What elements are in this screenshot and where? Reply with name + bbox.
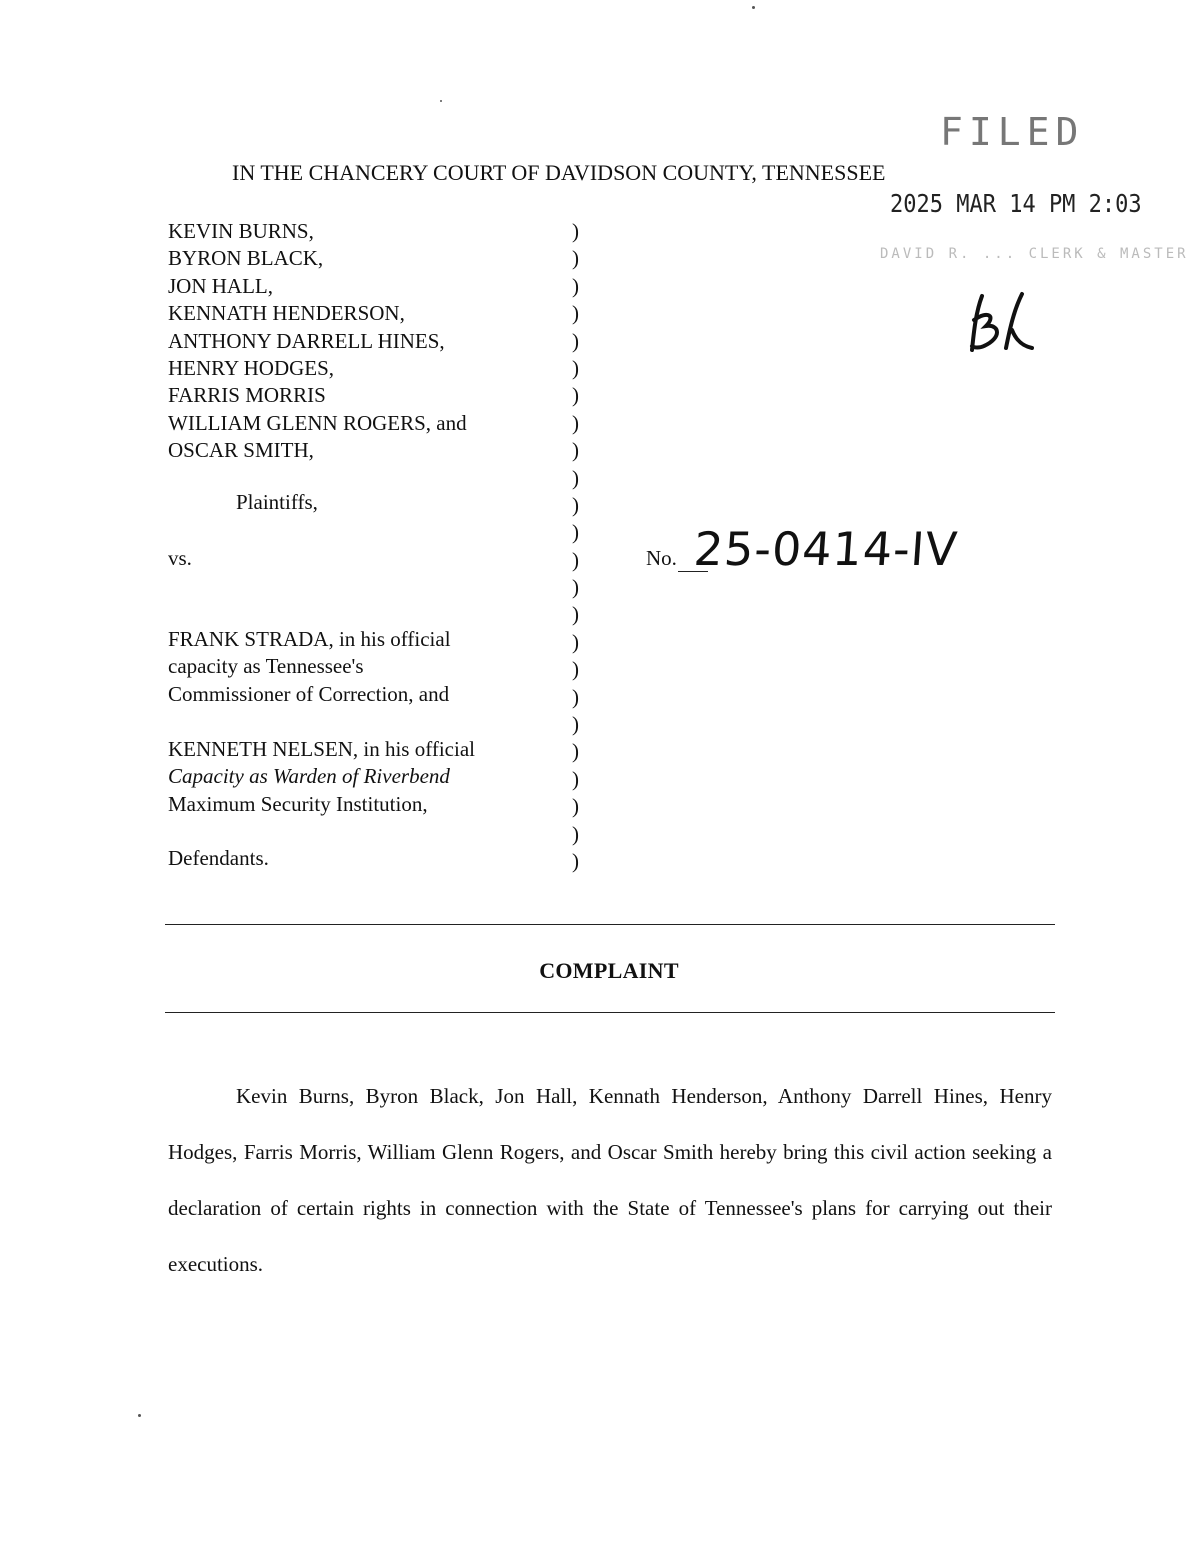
document-title: COMPLAINT — [539, 958, 679, 983]
complaint-intro-paragraph: Kevin Burns, Byron Black, Jon Hall, Kennath Henderson, Anthony Darrell Hines, Henry Hodges, Farris Morris, William Glenn Rogers, and Oscar Smith hereby bring this civil action seeking a declaration of certain rights in connection with the State of Tennessee's plans for carrying out their executions. — [168, 1084, 1052, 1276]
scan-speck — [752, 6, 755, 9]
plaintiff-name: WILLIAM GLENN ROGERS, and — [168, 410, 467, 435]
plaintiff-name: HENRY HODGES, — [168, 355, 335, 380]
defendants-label: Defendants. — [168, 846, 269, 870]
defendant-line: KENNETH NELSEN, in his official — [168, 737, 475, 761]
title-rule-bottom — [165, 1012, 1055, 1013]
plaintiff-list — [168, 218, 467, 465]
defendant-line: Maximum Security Institution, — [168, 791, 428, 816]
clerk-stamp-faint: DAVID R. ... CLERK & MASTER — [880, 246, 1189, 262]
defendant-line: Commissioner of Correction, and — [168, 681, 450, 706]
clerk-initials-signature — [962, 290, 1042, 354]
plaintiffs-label: Plaintiffs, — [236, 490, 318, 514]
caption-parentheses: ) ) ) ) ) ) ) ) ) ) ) ) ) ) ) ) ) ) ) ) ) ) ) ) — [572, 219, 579, 873]
defendant-nelsen — [168, 736, 475, 818]
case-number-label: No. — [646, 546, 677, 570]
defendant-line: capacity as Tennessee's — [168, 654, 364, 679]
scan-speck — [138, 1414, 141, 1417]
plaintiff-name: ANTHONY DARRELL HINES, — [168, 328, 445, 353]
filed-date-stamp: 2025 MAR 14 PM 2:03 — [890, 190, 1142, 219]
case-number-handwritten: 25-0414-IV — [692, 522, 960, 576]
filed-stamp: FILED — [940, 110, 1085, 154]
defendant-strada — [168, 626, 451, 708]
scan-speck — [440, 100, 442, 102]
plaintiff-name: JON HALL, — [168, 273, 273, 298]
plaintiff-name: KENNATH HENDERSON, — [168, 301, 405, 326]
title-rule-top — [165, 924, 1055, 925]
plaintiff-name: KEVIN BURNS, — [168, 219, 314, 243]
defendant-line: FRANK STRADA, in his official — [168, 627, 451, 651]
plaintiff-name: OSCAR SMITH, — [168, 438, 314, 463]
plaintiff-name: FARRIS MORRIS — [168, 383, 326, 408]
court-heading: IN THE CHANCERY COURT OF DAVIDSON COUNTY, TENNESSEE — [232, 160, 886, 185]
defendant-line: Capacity as Warden of Riverbend — [168, 764, 450, 789]
versus-label: vs. — [168, 546, 192, 570]
plaintiff-name: BYRON BLACK, — [168, 246, 324, 271]
